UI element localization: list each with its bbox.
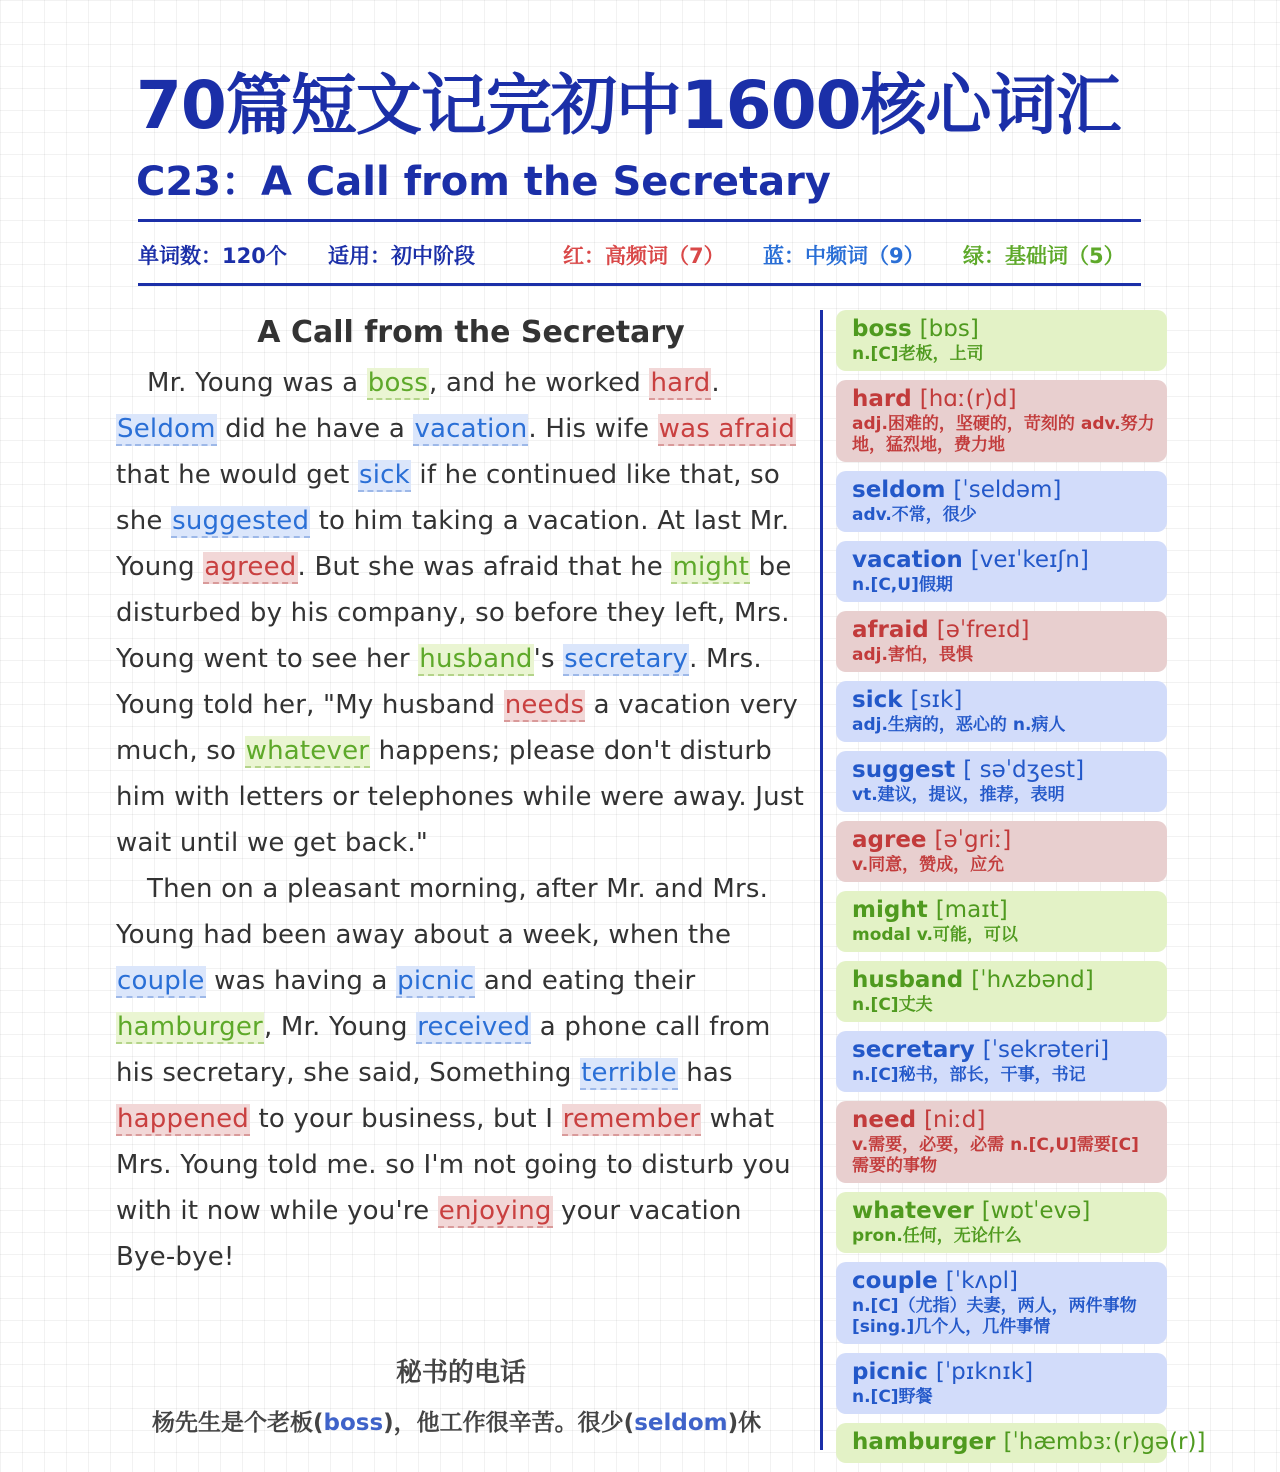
story-text: . [711, 368, 720, 398]
keyword-green: hamburger [117, 1012, 263, 1042]
vocab-word: husband [852, 967, 964, 993]
column-divider [820, 310, 823, 1450]
vocab-card-boss [836, 310, 1167, 371]
vocab-definition: n.[C]野餐 [852, 1387, 933, 1407]
vocab-list [836, 310, 1206, 1472]
vocab-word: vacation [852, 547, 963, 573]
vocab-head [852, 615, 1155, 645]
vocab-card-picnic [836, 1353, 1167, 1414]
keyword-blue: vacation [414, 414, 528, 444]
vocab-card-might [836, 891, 1167, 952]
vocab-word: seldom [852, 477, 946, 503]
legend-red: 红：高频词（7） [563, 244, 725, 268]
keyword-blue: received [417, 1012, 531, 1042]
vocab-head [852, 1035, 1155, 1065]
story-text: did he have a [216, 414, 414, 444]
keyword-green: might [672, 552, 750, 582]
top-rule [138, 219, 1141, 222]
vocab-head [852, 1196, 1155, 1226]
vocab-definition: v.同意，赞成，应允 [852, 855, 1005, 875]
vocab-definition: n.[C]（尤指）夫妻，两人，两件事物[sing.]几个人，几件事情 [852, 1296, 1137, 1337]
vocab-definition: n.[C]老板，上司 [852, 344, 984, 364]
keyword-red: happened [117, 1104, 249, 1134]
keyword-red: hard [650, 368, 711, 398]
vocab-card-hamburger [836, 1423, 1206, 1463]
keyword-red: was afraid [658, 414, 796, 444]
vocab-card-couple [836, 1262, 1167, 1344]
translation-title: 秘书的电话 [395, 1358, 526, 1388]
story-column [116, 312, 806, 1280]
vocab-phonetic: [ˈkʌpl] [945, 1268, 1018, 1294]
keyword-blue: Seldom [117, 414, 216, 444]
story-text: was having a [205, 966, 397, 996]
lesson-subtitle: C23：A Call from the Secretary [136, 159, 831, 205]
translation-text-segment: 杨先生是个老板( [152, 1410, 324, 1436]
vocab-definition: modal v.可能，可以 [852, 925, 1018, 945]
story-paragraph [116, 360, 806, 866]
vocab-card-suggest [836, 751, 1167, 812]
story-body [116, 360, 806, 1280]
story-text: has [677, 1058, 733, 1088]
translation-keyword: boss [323, 1410, 384, 1436]
story-text: be disturbed by his company, so before they left, Mrs. Young went to see her [116, 552, 792, 674]
translation-text [152, 1404, 812, 1437]
vocab-head [852, 825, 1155, 855]
vocab-head [852, 685, 1155, 715]
vocab-phonetic: [sɪk] [910, 687, 963, 713]
vocab-phonetic: [hɑː(r)d] [919, 386, 1017, 412]
keyword-blue: secretary [564, 644, 689, 674]
translation-keyword: seldom [634, 1410, 728, 1436]
bottom-rule [138, 283, 1141, 286]
vocab-word: hard [852, 386, 912, 412]
vocab-head [852, 755, 1155, 785]
story-text: happens; please don't disturb him with letters or telephones while were away. Just wait until we get back." [116, 736, 804, 858]
vocab-card-sick [836, 681, 1167, 742]
vocab-phonetic: [ˈsekrəteri] [982, 1037, 1110, 1063]
vocab-word: boss [852, 316, 912, 342]
page-title: 70篇短文记完初中1600核心词汇 [136, 67, 1121, 144]
vocab-phonetic: [bɒs] [919, 316, 979, 342]
keyword-red: remember [562, 1104, 701, 1134]
story-text: to your business, but I [250, 1104, 562, 1134]
keyword-blue: picnic [397, 966, 475, 996]
vocab-card-hard [836, 380, 1167, 462]
vocab-word: need [852, 1107, 917, 1133]
story-text: a phone call from his secretary, she said, Something [116, 1012, 771, 1088]
keyword-red: agreed [204, 552, 297, 582]
translation-text-segment: )，他工作很辛苦。很少( [383, 1410, 635, 1436]
vocab-card-secretary [836, 1031, 1167, 1092]
story-paragraph [116, 866, 806, 1280]
vocab-head [852, 1427, 1206, 1457]
vocab-word: secretary [852, 1037, 975, 1063]
vocab-phonetic: [əˈgriː] [934, 827, 1012, 853]
vocab-word: hamburger [852, 1429, 996, 1455]
vocab-word: agree [852, 827, 927, 853]
vocab-card-vacation [836, 541, 1167, 602]
story-title: A Call from the Secretary [257, 315, 685, 350]
story-text: , Mr. Young [263, 1012, 417, 1042]
vocab-word: afraid [852, 617, 929, 643]
vocab-word: might [852, 897, 928, 923]
legend-blue: 蓝：中频词（9） [763, 244, 925, 268]
vocab-head [852, 314, 1155, 344]
keyword-green: whatever [245, 736, 370, 766]
vocab-card-husband [836, 961, 1167, 1022]
vocab-head [852, 965, 1155, 995]
story-text: to him taking a vacation. At last Mr. Young [116, 506, 790, 582]
vocab-definition: adv.不常，很少 [852, 505, 977, 525]
story-text: what Mrs. Young told me. so I'm not going to disturb you with it now while you're [116, 1104, 791, 1226]
vocab-phonetic: [ˈhʌzbənd] [971, 967, 1094, 993]
story-text: . Mrs. Young told her, "My husband [116, 644, 762, 720]
vocab-word: sick [852, 687, 903, 713]
vocab-definition: n.[C]丈夫 [852, 995, 933, 1015]
story-text: a vacation very much, so [116, 690, 798, 766]
level-label: 适用：初中阶段 [328, 244, 475, 268]
story-text: Then on a pleasant morning, after Mr. and Mrs. Young had been away about a week, when the [116, 874, 769, 950]
story-text: that he would get [116, 460, 359, 490]
vocab-head [852, 1266, 1155, 1296]
vocab-phonetic: [wɒtˈevə] [981, 1198, 1091, 1224]
vocab-card-afraid [836, 611, 1167, 672]
vocab-head [852, 895, 1155, 925]
vocab-definition: v.需要，必要，必需 n.[C,U]需要[C]需要的事物 [852, 1135, 1139, 1176]
vocab-definition: n.[C,U]假期 [852, 575, 953, 595]
keyword-green: husband [419, 644, 533, 674]
vocab-head [852, 384, 1155, 414]
vocab-definition: adj.害怕，畏惧 [852, 645, 973, 665]
keyword-blue: suggested [172, 506, 310, 536]
vocab-phonetic: [maɪt] [935, 897, 1008, 923]
keyword-blue: sick [359, 460, 410, 490]
vocab-card-agree [836, 821, 1167, 882]
vocab-card-need [836, 1101, 1167, 1183]
vocab-definition: adj.困难的，坚硬的，苛刻的 adv.努力地，猛烈地，费力地 [852, 414, 1155, 455]
keyword-red: enjoying [438, 1196, 552, 1226]
vocab-phonetic: [veɪˈkeɪʃn] [970, 547, 1089, 573]
vocab-word: suggest [852, 757, 956, 783]
vocab-head [852, 1105, 1155, 1135]
vocab-phonetic: [ˈpɪknɪk] [935, 1359, 1034, 1385]
vocab-definition: vt.建议，提议，推荐，表明 [852, 785, 1065, 805]
vocab-head [852, 545, 1155, 575]
story-text: . His wife [528, 414, 658, 444]
keyword-red: needs [504, 690, 585, 720]
legend-green: 绿：基础词（5） [963, 244, 1125, 268]
story-text: . But she was afraid that he [297, 552, 672, 582]
vocab-word: picnic [852, 1359, 928, 1385]
story-text: Mr. Young was a [147, 368, 367, 398]
vocab-card-seldom [836, 471, 1167, 532]
story-text: and eating their [475, 966, 696, 996]
story-text: your vacation Bye-bye! [116, 1196, 742, 1272]
vocab-card-whatever [836, 1192, 1167, 1253]
vocab-head [852, 475, 1155, 505]
story-text: if he continued like that, so she [116, 460, 781, 536]
vocab-word: whatever [852, 1198, 974, 1224]
vocab-phonetic: [ˈhæmbɜː(r)gə(r)] [1003, 1429, 1206, 1455]
vocab-phonetic: [niːd] [924, 1107, 986, 1133]
vocab-phonetic: [ˈseldəm] [953, 477, 1062, 503]
vocab-head [852, 1357, 1155, 1387]
story-text: , and he worked [429, 368, 650, 398]
vocab-phonetic: [ səˈdʒest] [963, 757, 1085, 783]
vocab-definition: pron.任何，无论什么 [852, 1226, 1022, 1246]
keyword-blue: terrible [581, 1058, 677, 1088]
info-bar [138, 238, 1141, 272]
keyword-green: boss [367, 368, 429, 398]
keyword-blue: couple [117, 966, 205, 996]
translation-text-segment: )休 [727, 1410, 762, 1436]
story-text: 's [533, 644, 564, 674]
vocab-phonetic: [əˈfreɪd] [936, 617, 1030, 643]
vocab-definition: adj.生病的，恶心的 n.病人 [852, 715, 1066, 735]
vocab-definition: n.[C]秘书，部长，干事，书记 [852, 1065, 1086, 1085]
vocab-word: couple [852, 1268, 938, 1294]
word-count: 单词数：120个 [138, 244, 287, 268]
